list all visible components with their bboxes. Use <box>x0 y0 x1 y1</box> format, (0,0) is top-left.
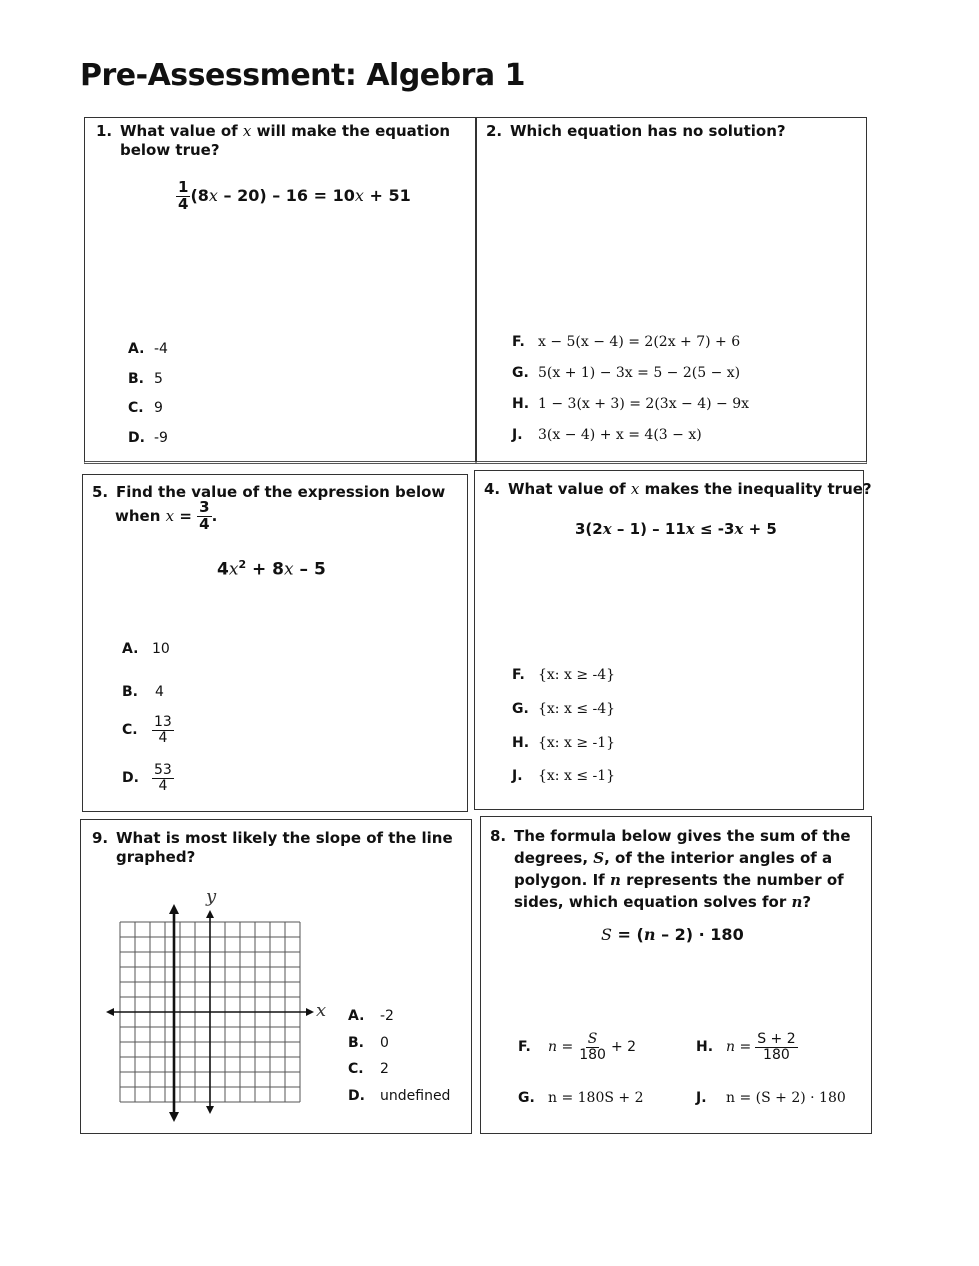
variable: S <box>593 849 605 867</box>
page-title: Pre-Assessment: Algebra 1 <box>80 58 525 93</box>
question-number: 8. <box>490 827 507 845</box>
line-arrow-bottom <box>169 1112 179 1122</box>
y-axis-label: y <box>206 886 217 907</box>
question-8-formula <box>601 925 744 944</box>
answer-letter: B. <box>122 684 138 700</box>
answer-choice[interactable] <box>128 400 163 416</box>
equation-part: (8 <box>190 185 209 205</box>
expression-part: – 5 <box>299 559 326 580</box>
answer-lhs: n = <box>548 1039 574 1056</box>
answer-value: 10 <box>152 641 170 657</box>
fraction-denominator: 4 <box>158 729 168 746</box>
answer-letter: C. <box>348 1061 364 1077</box>
answer-letter: J. <box>512 768 523 784</box>
answer-choice[interactable] <box>512 427 702 443</box>
question-number: 9. <box>92 829 109 847</box>
answer-value: {x: x ≥ -4} <box>538 667 616 683</box>
answer-letter: C. <box>122 722 138 739</box>
prompt-text: will make the equation <box>256 122 451 140</box>
answer-choice[interactable] <box>122 641 170 657</box>
prompt-text: , of the interior angles of a <box>604 849 833 867</box>
answer-value: undefined <box>380 1088 451 1104</box>
answer-choice[interactable] <box>348 1035 389 1051</box>
answer-choice[interactable] <box>512 334 740 350</box>
question-2-prompt <box>486 122 856 141</box>
answer-choice[interactable] <box>348 1008 394 1024</box>
answer-choice[interactable] <box>512 396 749 412</box>
answer-value: x − 5(x − 4) = 2(2x + 7) + 6 <box>538 334 741 350</box>
answer-tail: + 2 <box>610 1039 637 1056</box>
variable: S <box>601 925 612 944</box>
answer-value: 2 <box>380 1061 389 1077</box>
answer-letter: H. <box>512 396 530 412</box>
answer-choice[interactable] <box>128 341 168 357</box>
answer-letter: G. <box>512 365 529 381</box>
fraction-denominator: 4 <box>178 194 189 213</box>
inequality-part: 3(2 <box>575 520 603 538</box>
equation-part: + 51 <box>369 185 411 205</box>
answer-lhs: n = <box>726 1039 752 1056</box>
answer-value: {x: x ≤ -4} <box>538 701 616 717</box>
answer-letter: D. <box>128 430 145 446</box>
variable: n <box>643 925 656 944</box>
answer-letter: B. <box>128 371 144 387</box>
period: . <box>211 506 218 525</box>
question-9-prompt <box>92 829 467 867</box>
prompt-text: The formula below gives the sum of the <box>514 827 851 845</box>
answer-value: n = 180S + 2 <box>548 1090 644 1106</box>
answer-letter: G. <box>512 701 529 717</box>
answer-value: 9 <box>154 400 163 416</box>
answer-letter: J. <box>512 427 523 443</box>
fraction-numerator: 13 <box>154 714 172 730</box>
prompt-text: graphed? <box>116 848 196 866</box>
question-1-equation: $\frac{1}{4}$ (8x – 20) – 16 = 10x + 51 <box>178 178 411 213</box>
answer-choice[interactable] <box>348 1061 389 1077</box>
variable: x <box>165 506 175 525</box>
formula-part: – 2) · 180 <box>661 925 744 944</box>
answer-choice[interactable] <box>696 1032 798 1062</box>
inequality-part: ≤ -3 <box>699 520 735 538</box>
answer-value: n = (S + 2) · 180 <box>726 1090 846 1106</box>
answer-choice[interactable] <box>512 735 615 751</box>
answer-letter: A. <box>122 641 139 657</box>
fraction-denominator: 180 <box>579 1046 606 1063</box>
equation-part: – 20) – 16 = 10 <box>223 185 355 205</box>
answer-choice[interactable] <box>518 1032 636 1062</box>
question-number: 2. <box>486 122 503 140</box>
answer-choice[interactable] <box>128 371 163 387</box>
answer-letter: F. <box>512 334 525 350</box>
answer-letter: A. <box>128 341 145 357</box>
answer-choice[interactable] <box>122 763 174 793</box>
answer-letter: J. <box>696 1090 707 1106</box>
answer-choice[interactable] <box>122 715 174 745</box>
answer-letter: H. <box>512 735 530 751</box>
y-axis-arrow-top <box>206 910 214 918</box>
question-5-expression: $4x^2 + 8x - 5$ <box>217 558 326 580</box>
y-axis-arrow-bottom <box>206 1106 214 1114</box>
answer-letter: G. <box>518 1090 535 1106</box>
variable: x <box>630 480 640 498</box>
prompt-text: degrees, <box>514 849 589 867</box>
formula-part: = ( <box>617 925 644 944</box>
answer-value: 4 <box>155 684 164 700</box>
fraction-numerator: 53 <box>154 762 172 778</box>
fraction-numerator: S + 2 <box>757 1031 796 1047</box>
answer-value: 5(x + 1) − 3x = 5 − 2(5 − x) <box>538 365 741 381</box>
prompt-text: polygon. If <box>514 871 605 889</box>
line-arrow-top <box>169 904 179 914</box>
expression-part: 4 <box>217 559 229 580</box>
variable: n <box>791 893 803 911</box>
answer-choice[interactable] <box>512 768 615 784</box>
exponent: 2 <box>238 558 247 571</box>
answer-choice[interactable] <box>348 1088 450 1104</box>
answer-value: {x: x ≤ -1} <box>538 768 616 784</box>
answer-letter: F. <box>512 667 525 683</box>
answer-choice[interactable] <box>128 430 168 446</box>
variable: n <box>609 871 621 889</box>
x-axis-arrow-right <box>306 1008 314 1016</box>
variable: x <box>242 122 252 140</box>
answer-choice[interactable] <box>512 701 615 717</box>
question-4-inequality: 3(2x – 1) – 11x ≤ -3x + 5 <box>575 520 777 538</box>
fraction-denominator: 180 <box>763 1046 790 1063</box>
answer-value: -9 <box>154 430 168 446</box>
answer-choice[interactable] <box>512 365 740 381</box>
x-axis-label: x <box>316 1000 327 1021</box>
equals-sign: = <box>179 506 192 525</box>
answer-letter: F. <box>518 1039 531 1056</box>
inequality-part: – 1) – 11 <box>616 520 686 538</box>
answer-letter: B. <box>348 1035 364 1051</box>
prompt-text: What is most likely the slope of the line <box>116 829 453 847</box>
prompt-text: What value of <box>508 480 626 498</box>
answer-value: -4 <box>154 341 168 357</box>
answer-letter: H. <box>696 1039 714 1056</box>
answer-letter: A. <box>348 1008 365 1024</box>
answer-value: 0 <box>380 1035 389 1051</box>
fraction-numerator: 3 <box>199 498 210 516</box>
answer-letter: D. <box>122 770 139 787</box>
answer-choice[interactable] <box>518 1090 644 1106</box>
fraction-denominator: 4 <box>199 514 210 533</box>
fraction-denominator: 4 <box>158 777 168 794</box>
answer-value: 5 <box>154 371 163 387</box>
answer-value: 3(x − 4) + x = 4(3 − x) <box>538 427 702 443</box>
question-5-when <box>115 500 217 533</box>
answer-choice[interactable] <box>122 684 164 700</box>
expression-part: + 8 <box>252 559 285 580</box>
x-axis-arrow-left <box>106 1008 114 1016</box>
prompt-text: represents the number of <box>626 871 844 889</box>
question-number: 1. <box>96 122 113 140</box>
answer-letter: C. <box>128 400 144 416</box>
prompt-text: Which equation has no solution? <box>510 122 786 140</box>
prompt-text: Find the value of the expression below <box>116 483 446 501</box>
question-8-prompt <box>490 825 865 913</box>
prompt-text: ? <box>802 893 812 911</box>
answer-value: {x: x ≥ -1} <box>538 735 616 751</box>
prompt-text: when <box>115 506 161 525</box>
answer-choice[interactable] <box>512 667 615 683</box>
fraction-numerator: 1 <box>178 178 189 196</box>
answer-choice[interactable] <box>696 1090 846 1106</box>
question-1-prompt <box>96 122 466 160</box>
question-number: 4. <box>484 480 501 498</box>
question-4-prompt <box>484 480 872 499</box>
answer-letter: D. <box>348 1088 365 1104</box>
question-number: 5. <box>92 483 109 501</box>
prompt-text: What value of <box>120 122 238 140</box>
answer-value: -2 <box>380 1008 394 1024</box>
prompt-text: sides, which equation solves for <box>514 893 787 911</box>
inequality-part: + 5 <box>748 520 777 538</box>
answer-value: 1 − 3(x + 3) = 2(3x − 4) − 9x <box>538 396 750 412</box>
prompt-text: below true? <box>120 141 220 159</box>
coordinate-graph <box>100 884 335 1124</box>
fraction-numerator: S <box>587 1031 598 1047</box>
prompt-text: makes the inequality true? <box>644 480 872 498</box>
